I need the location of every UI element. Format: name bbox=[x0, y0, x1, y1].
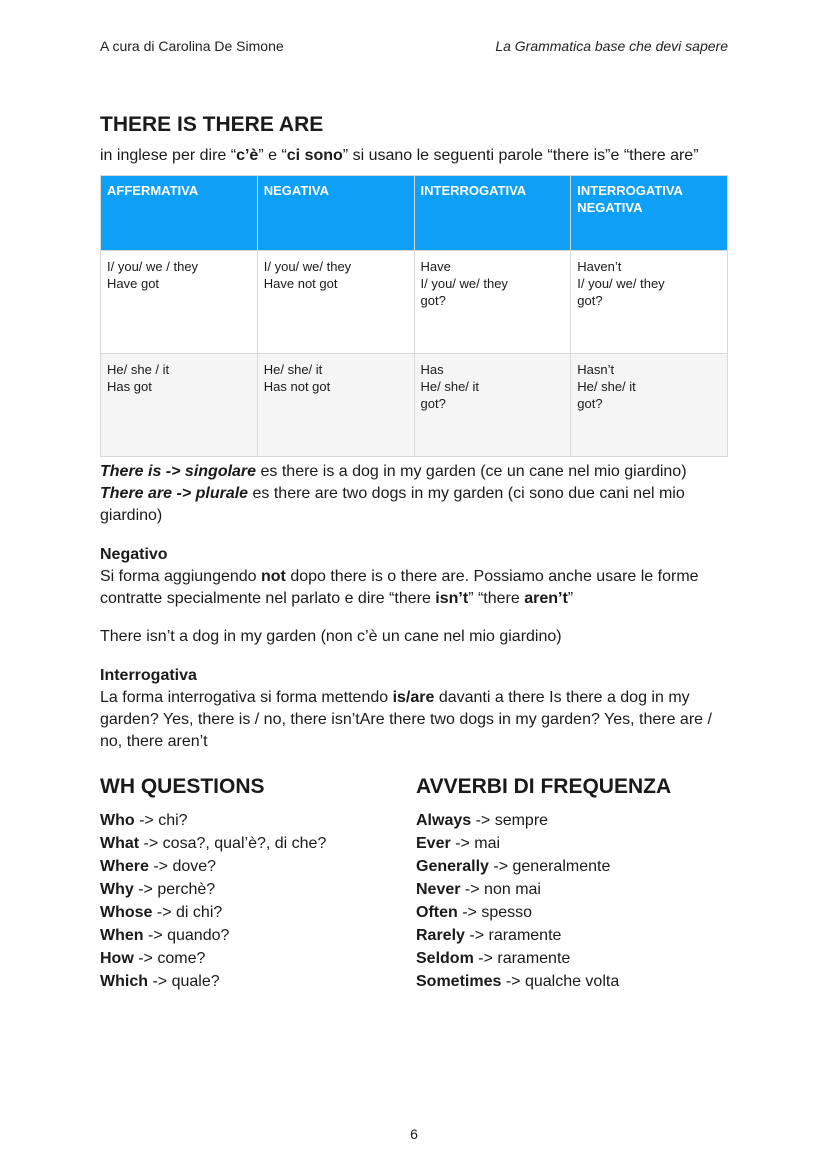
negative-heading: Negativo bbox=[100, 546, 168, 563]
cell-line: I/ you/ we / they bbox=[107, 259, 199, 274]
intro-paragraph bbox=[100, 145, 732, 167]
negative-text bbox=[100, 566, 732, 610]
adverb-item bbox=[416, 970, 732, 993]
bold-text: is/are bbox=[392, 689, 435, 706]
term: Never bbox=[416, 881, 461, 898]
table-cell bbox=[414, 354, 571, 457]
adverb-item bbox=[416, 832, 732, 855]
translation: -> perchè? bbox=[133, 881, 216, 898]
text: in inglese per dire “ bbox=[100, 147, 237, 164]
wh-questions-list bbox=[100, 809, 416, 993]
adverb-item bbox=[416, 947, 732, 970]
term: Always bbox=[416, 812, 472, 829]
adverbs-list bbox=[416, 809, 732, 993]
translation: -> quando? bbox=[143, 927, 230, 944]
table-cell bbox=[414, 251, 571, 354]
term: Whose bbox=[100, 904, 153, 921]
cell-line: I/ you/ we/ they bbox=[577, 276, 665, 291]
table-header-row bbox=[101, 176, 728, 251]
cell-line: He/ she/ it bbox=[577, 379, 636, 394]
translation: -> sempre bbox=[471, 812, 549, 829]
wh-question-item bbox=[100, 924, 416, 947]
cell-line: got? bbox=[420, 396, 446, 411]
translation: -> raramente bbox=[473, 950, 571, 967]
table-header-cell: INTERROGATIVA NEGATIVA bbox=[571, 176, 728, 251]
table-header-cell: AFFERMATIVA bbox=[101, 176, 258, 251]
cell-line: He/ she / it bbox=[107, 362, 170, 377]
cell-line: got? bbox=[420, 293, 446, 308]
translation: -> quale? bbox=[148, 973, 220, 990]
bold-italic-text: There is -> singolare bbox=[100, 463, 257, 480]
adverb-item bbox=[416, 924, 732, 947]
term: Which bbox=[100, 973, 148, 990]
translation: -> mai bbox=[450, 835, 501, 852]
translation: -> come? bbox=[133, 950, 206, 967]
term: Generally bbox=[416, 858, 489, 875]
adverb-item bbox=[416, 901, 732, 924]
cell-line: got? bbox=[577, 396, 603, 411]
table-cell bbox=[257, 354, 414, 457]
wh-questions-title: WH QUESTIONS bbox=[100, 775, 265, 798]
text: es there are two dogs in my garden (ci sono due cani nel mio giardino) bbox=[100, 485, 685, 524]
bold-italic-text: There are -> plurale bbox=[100, 485, 249, 502]
text: ” bbox=[567, 590, 574, 607]
cell-line: Have got bbox=[107, 276, 160, 291]
wh-question-item bbox=[100, 832, 416, 855]
text: es there is a dog in my garden (ce un cane nel mio giardino) bbox=[256, 463, 687, 480]
term: Seldom bbox=[416, 950, 474, 967]
translation: -> qualche volta bbox=[501, 973, 620, 990]
cell-line: I/ you/ we/ they bbox=[263, 259, 352, 274]
singular-rule bbox=[100, 461, 732, 483]
adverb-item bbox=[416, 878, 732, 901]
text: davanti a there Is there a dog in my garden? Yes, there is / no, there isn’tAre there two dogs in my garden? Yes, there are / no, there aren’t bbox=[100, 689, 712, 750]
term: Often bbox=[416, 904, 458, 921]
translation: -> cosa?, qual’è?, di che? bbox=[139, 835, 327, 852]
wh-question-item bbox=[100, 970, 416, 993]
wh-question-item bbox=[100, 809, 416, 832]
bold-text: aren’t bbox=[524, 590, 568, 607]
page-content bbox=[100, 112, 732, 993]
text: dopo there is o there are. Possiamo anche usare le forme contratte specialmente nel parlato e dire “there bbox=[100, 568, 699, 607]
adverbs-section bbox=[416, 774, 732, 993]
cell-line: Have not got bbox=[263, 276, 338, 291]
table-row bbox=[101, 354, 728, 457]
wh-question-item bbox=[100, 878, 416, 901]
cell-line: He/ she/ it bbox=[263, 362, 323, 377]
table-cell bbox=[257, 251, 414, 354]
interrogative-text bbox=[100, 687, 720, 753]
cell-line: got? bbox=[577, 293, 603, 308]
adverb-item bbox=[416, 855, 732, 878]
cell-line: Has bbox=[420, 362, 444, 377]
table-cell bbox=[101, 251, 258, 354]
term: Why bbox=[100, 881, 134, 898]
header-author: A cura di Carolina De Simone bbox=[100, 38, 284, 54]
term: What bbox=[100, 835, 140, 852]
page-number: 6 bbox=[410, 1126, 418, 1142]
plural-rule bbox=[100, 483, 732, 527]
text: Si forma aggiungendo bbox=[100, 568, 261, 585]
text: ” “there bbox=[468, 590, 525, 607]
table-cell bbox=[101, 354, 258, 457]
header-book-title: La Grammatica base che devi sapere bbox=[495, 38, 728, 54]
table-header-cell: INTERROGATIVA bbox=[414, 176, 571, 251]
cell-line: He/ she/ it bbox=[420, 379, 480, 394]
wh-question-item bbox=[100, 855, 416, 878]
translation: -> generalmente bbox=[488, 858, 611, 875]
term: How bbox=[100, 950, 134, 967]
table-header-cell: NEGATIVA bbox=[257, 176, 414, 251]
term: Sometimes bbox=[416, 973, 502, 990]
cell-line: I/ you/ we/ they bbox=[420, 276, 508, 291]
cell-line: Hasn’t bbox=[577, 362, 615, 377]
translation: -> raramente bbox=[464, 927, 562, 944]
interrogative-heading: Interrogativa bbox=[100, 667, 197, 684]
cell-line: Haven’t bbox=[577, 259, 622, 274]
adverbs-title: AVVERBI DI FREQUENZA bbox=[416, 775, 672, 798]
text: ” e “ bbox=[258, 147, 287, 164]
grammar-table bbox=[100, 175, 728, 457]
bold-text: isn’t bbox=[435, 590, 469, 607]
bold-text: c’è bbox=[236, 147, 259, 164]
translation: -> spesso bbox=[457, 904, 533, 921]
negative-example: There isn’t a dog in my garden (non c’è un cane nel mio giardino) bbox=[100, 628, 562, 645]
translation: -> chi? bbox=[134, 812, 188, 829]
table-cell bbox=[571, 354, 728, 457]
text: ” si usano le seguenti parole “there is”e “there are” bbox=[342, 147, 699, 164]
translation: -> di chi? bbox=[152, 904, 223, 921]
translation: -> non mai bbox=[460, 881, 541, 898]
table-row bbox=[101, 251, 728, 354]
cell-line: Have bbox=[420, 259, 451, 274]
cell-line: Has not got bbox=[263, 379, 331, 394]
adverb-item bbox=[416, 809, 732, 832]
wh-question-item bbox=[100, 947, 416, 970]
table-cell bbox=[571, 251, 728, 354]
bold-text: not bbox=[261, 568, 286, 585]
translation: -> dove? bbox=[148, 858, 217, 875]
term: Rarely bbox=[416, 927, 465, 944]
section-title: THERE IS THERE ARE bbox=[100, 113, 324, 136]
term: Ever bbox=[416, 835, 451, 852]
bold-text: ci sono bbox=[286, 147, 343, 164]
text: La forma interrogativa si forma mettendo bbox=[100, 689, 393, 706]
cell-line: Has got bbox=[107, 379, 152, 394]
term: Who bbox=[100, 812, 135, 829]
wh-questions-section bbox=[100, 774, 416, 993]
wh-question-item bbox=[100, 901, 416, 924]
term: When bbox=[100, 927, 144, 944]
term: Where bbox=[100, 858, 149, 875]
